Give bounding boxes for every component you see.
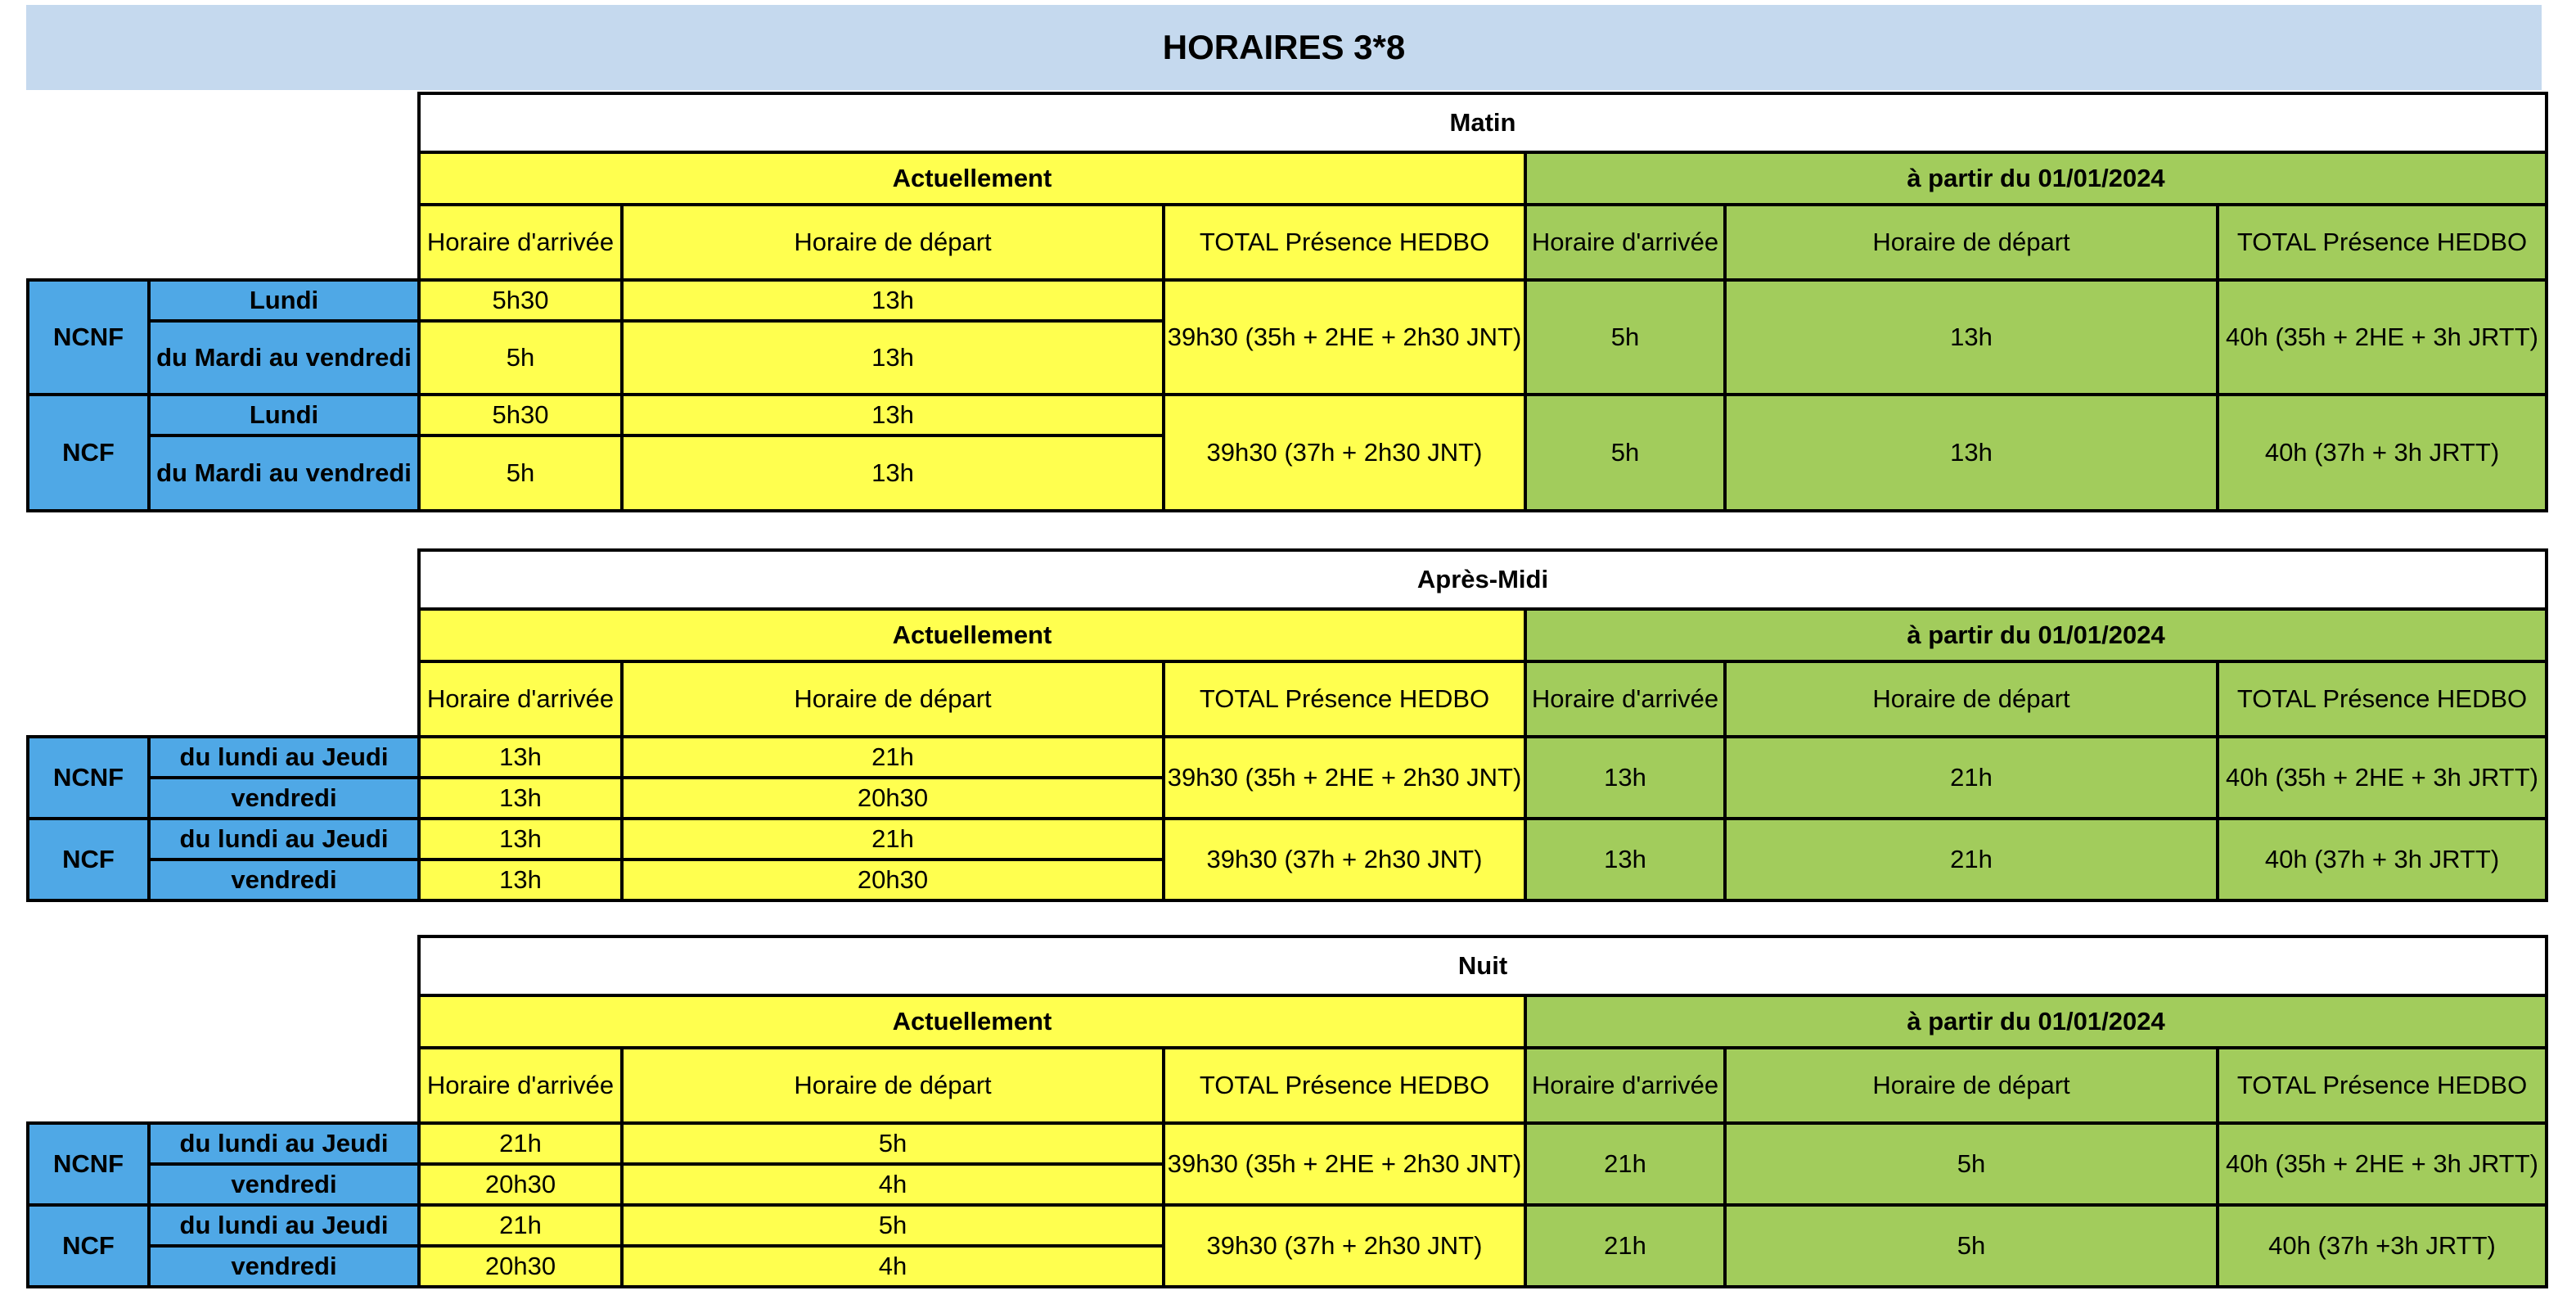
contract-type-label: NCF xyxy=(28,819,149,900)
day-label: du lundi au Jeudi xyxy=(149,1123,419,1164)
col-arrivee-header: Horaire d'arrivée xyxy=(419,661,622,737)
new-arrivee-value: 13h xyxy=(1525,819,1725,900)
new-arrivee-value: 5h xyxy=(1525,395,1725,511)
depart-value: 13h xyxy=(622,435,1164,511)
total-current-value: 39h30 (37h + 2h30 JNT) xyxy=(1164,819,1525,900)
total-current-value: 39h30 (35h + 2HE + 2h30 JNT) xyxy=(1164,737,1525,819)
depart-value: 5h xyxy=(622,1123,1164,1164)
spacer xyxy=(28,936,419,995)
spacer xyxy=(28,550,419,609)
new-depart-value: 13h xyxy=(1725,280,2218,395)
total-new-value: 40h (37h + 3h JRTT) xyxy=(2218,819,2547,900)
period-current-header: Actuellement xyxy=(419,152,1525,205)
period-current-header: Actuellement xyxy=(419,995,1525,1048)
depart-value: 21h xyxy=(622,819,1164,860)
new-arrivee-value: 21h xyxy=(1525,1205,1725,1287)
day-label: du lundi au Jeudi xyxy=(149,1205,419,1246)
depart-value: 4h xyxy=(622,1164,1164,1205)
contract-type-label: NCF xyxy=(28,395,149,511)
total-new-value: 40h (35h + 2HE + 3h JRTT) xyxy=(2218,280,2547,395)
contract-type-label: NCNF xyxy=(28,280,149,395)
shift-title: Matin xyxy=(419,93,2547,152)
depart-value: 20h30 xyxy=(622,778,1164,819)
day-label: vendredi xyxy=(149,860,419,900)
col-arrivee-header: Horaire d'arrivée xyxy=(419,205,622,280)
new-arrivee-value: 21h xyxy=(1525,1123,1725,1205)
period-new-header: à partir du 01/01/2024 xyxy=(1525,609,2547,661)
contract-type-label: NCNF xyxy=(28,1123,149,1205)
total-current-value: 39h30 (37h + 2h30 JNT) xyxy=(1164,395,1525,511)
col-depart-header: Horaire de départ xyxy=(622,661,1164,737)
page-title: HORAIRES 3*8 xyxy=(26,5,2542,90)
arrivee-value: 13h xyxy=(419,819,622,860)
day-label: vendredi xyxy=(149,1164,419,1205)
depart-value: 13h xyxy=(622,395,1164,435)
new-depart-value: 21h xyxy=(1725,819,2218,900)
new-depart-value: 5h xyxy=(1725,1205,2218,1287)
period-new-header: à partir du 01/01/2024 xyxy=(1525,152,2547,205)
spacer xyxy=(28,995,419,1048)
col-total-header: TOTAL Présence HEDBO xyxy=(1164,205,1525,280)
col-depart-header: Horaire de départ xyxy=(1725,205,2218,280)
schedule-table-0 xyxy=(26,92,2548,512)
new-arrivee-value: 5h xyxy=(1525,280,1725,395)
day-label: du Mardi au vendredi xyxy=(149,321,419,395)
col-total-header: TOTAL Présence HEDBO xyxy=(1164,1048,1525,1123)
day-label: Lundi xyxy=(149,395,419,435)
shift-title: Après-Midi xyxy=(419,550,2547,609)
schedule-table-2 xyxy=(26,935,2548,1288)
arrivee-value: 5h30 xyxy=(419,395,622,435)
spacer xyxy=(28,1048,419,1123)
arrivee-value: 5h xyxy=(419,321,622,395)
total-new-value: 40h (35h + 2HE + 3h JRTT) xyxy=(2218,737,2547,819)
col-depart-header: Horaire de départ xyxy=(622,1048,1164,1123)
col-arrivee-header: Horaire d'arrivée xyxy=(1525,205,1725,280)
col-total-header: TOTAL Présence HEDBO xyxy=(2218,205,2547,280)
col-depart-header: Horaire de départ xyxy=(622,205,1164,280)
spacer xyxy=(28,609,419,661)
schedule-table-1 xyxy=(26,548,2548,902)
new-depart-value: 13h xyxy=(1725,395,2218,511)
col-total-header: TOTAL Présence HEDBO xyxy=(2218,1048,2547,1123)
depart-value: 21h xyxy=(622,737,1164,778)
total-new-value: 40h (37h + 3h JRTT) xyxy=(2218,395,2547,511)
spacer xyxy=(28,661,419,737)
arrivee-value: 5h xyxy=(419,435,622,511)
total-current-value: 39h30 (35h + 2HE + 2h30 JNT) xyxy=(1164,1123,1525,1205)
day-label: du lundi au Jeudi xyxy=(149,737,419,778)
period-current-header: Actuellement xyxy=(419,609,1525,661)
col-depart-header: Horaire de départ xyxy=(1725,1048,2218,1123)
new-depart-value: 21h xyxy=(1725,737,2218,819)
col-total-header: TOTAL Présence HEDBO xyxy=(2218,661,2547,737)
arrivee-value: 20h30 xyxy=(419,1164,622,1205)
arrivee-value: 21h xyxy=(419,1205,622,1246)
spacer xyxy=(28,152,419,205)
depart-value: 13h xyxy=(622,280,1164,321)
day-label: du Mardi au vendredi xyxy=(149,435,419,511)
total-current-value: 39h30 (37h + 2h30 JNT) xyxy=(1164,1205,1525,1287)
contract-type-label: NCNF xyxy=(28,737,149,819)
col-arrivee-header: Horaire d'arrivée xyxy=(419,1048,622,1123)
spacer xyxy=(28,93,419,152)
arrivee-value: 13h xyxy=(419,737,622,778)
total-current-value: 39h30 (35h + 2HE + 2h30 JNT) xyxy=(1164,280,1525,395)
arrivee-value: 13h xyxy=(419,860,622,900)
arrivee-value: 13h xyxy=(419,778,622,819)
col-depart-header: Horaire de départ xyxy=(1725,661,2218,737)
day-label: vendredi xyxy=(149,778,419,819)
depart-value: 20h30 xyxy=(622,860,1164,900)
col-total-header: TOTAL Présence HEDBO xyxy=(1164,661,1525,737)
spacer xyxy=(28,205,419,280)
shift-title: Nuit xyxy=(419,936,2547,995)
total-new-value: 40h (35h + 2HE + 3h JRTT) xyxy=(2218,1123,2547,1205)
contract-type-label: NCF xyxy=(28,1205,149,1287)
day-label: Lundi xyxy=(149,280,419,321)
depart-value: 13h xyxy=(622,321,1164,395)
new-arrivee-value: 13h xyxy=(1525,737,1725,819)
day-label: du lundi au Jeudi xyxy=(149,819,419,860)
col-arrivee-header: Horaire d'arrivée xyxy=(1525,661,1725,737)
depart-value: 4h xyxy=(622,1246,1164,1287)
arrivee-value: 21h xyxy=(419,1123,622,1164)
col-arrivee-header: Horaire d'arrivée xyxy=(1525,1048,1725,1123)
total-new-value: 40h (37h +3h JRTT) xyxy=(2218,1205,2547,1287)
arrivee-value: 20h30 xyxy=(419,1246,622,1287)
arrivee-value: 5h30 xyxy=(419,280,622,321)
new-depart-value: 5h xyxy=(1725,1123,2218,1205)
day-label: vendredi xyxy=(149,1246,419,1287)
depart-value: 5h xyxy=(622,1205,1164,1246)
period-new-header: à partir du 01/01/2024 xyxy=(1525,995,2547,1048)
